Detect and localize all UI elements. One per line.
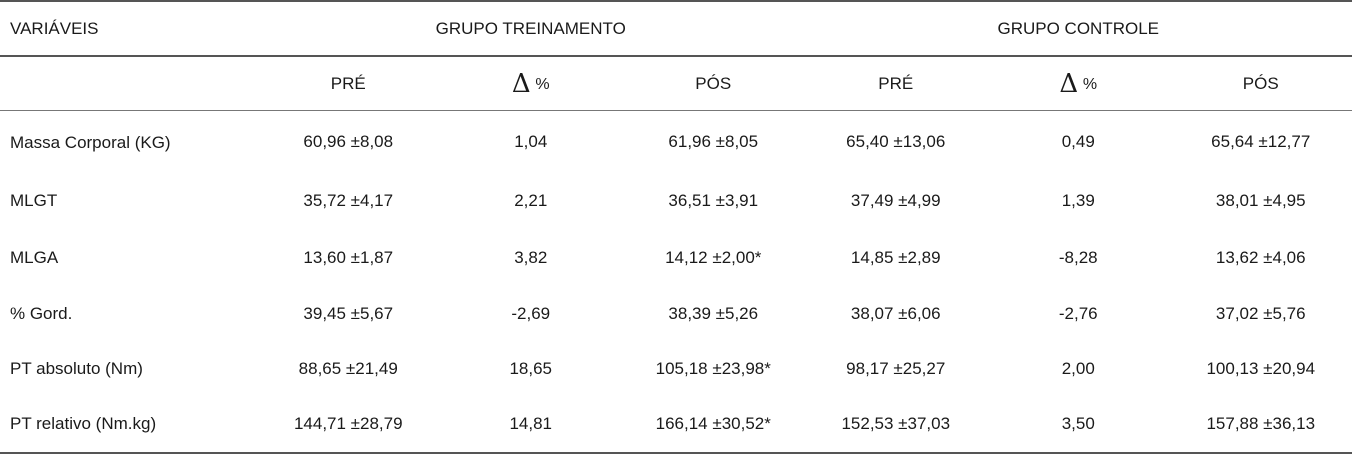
header-variables: VARIÁVEIS	[0, 1, 257, 56]
training-post-cell: 38,39 ±5,26	[668, 303, 759, 323]
subheader-control-post: PÓS	[1170, 56, 1353, 111]
row-label: MLGA	[10, 247, 59, 267]
control-pre-cell: 152,53 ±37,03	[805, 396, 988, 453]
training-pre-cell: 144,71 ±28,79	[257, 396, 440, 453]
training-delta-cell: -2,69	[511, 303, 551, 323]
subheader-training-post: PÓS	[622, 56, 805, 111]
training-pre-cell: 60,96 ±8,08	[303, 131, 394, 151]
row-label: PT relativo (Nm.kg)	[0, 396, 257, 453]
control-delta-cell: -8,28	[1058, 247, 1098, 267]
table-row	[0, 396, 1352, 453]
training-delta-cell: 18,65	[509, 358, 553, 378]
row-label: % Gord.	[10, 303, 73, 323]
training-pre-cell: 88,65 ±21,49	[298, 358, 398, 378]
training-post-cell: 36,51 ±3,91	[668, 190, 759, 210]
control-post-cell: 13,62 ±4,06	[1215, 247, 1306, 267]
training-pre-cell: 35,72 ±4,17	[303, 190, 394, 210]
table-row	[0, 172, 1352, 229]
subheader-training-delta	[440, 56, 623, 111]
training-pre-cell: 39,45 ±5,67	[303, 303, 394, 323]
subheader-empty	[0, 56, 257, 111]
control-post-cell: 157,88 ±36,13	[1170, 396, 1353, 453]
control-pre-cell: 37,49 ±4,99	[850, 190, 941, 210]
control-pre-cell: 65,40 ±13,06	[846, 131, 946, 151]
control-delta-cell: 3,50	[987, 396, 1170, 453]
control-pre-cell: 38,07 ±6,06	[850, 303, 941, 323]
control-pre-cell: 98,17 ±25,27	[846, 358, 946, 378]
training-post-cell: 166,14 ±30,52*	[622, 396, 805, 453]
delta-symbol: Δ	[511, 68, 531, 99]
delta-symbol: Δ	[1059, 68, 1079, 99]
control-delta-cell: 0,49	[1061, 131, 1095, 151]
table-row	[0, 229, 1352, 286]
control-post-cell: 37,02 ±5,76	[1215, 303, 1306, 323]
header-group-control: GRUPO CONTROLE	[805, 1, 1353, 56]
control-post-cell: 38,01 ±4,95	[1215, 190, 1306, 210]
control-post-cell: 65,64 ±12,77	[1211, 131, 1311, 151]
control-delta-cell: -2,76	[1058, 303, 1098, 323]
header-group-training: GRUPO TREINAMENTO	[257, 1, 805, 56]
control-pre-cell: 14,85 ±2,89	[850, 247, 941, 267]
row-label: PT absoluto (Nm)	[10, 358, 143, 378]
training-delta-cell: 14,81	[440, 396, 623, 453]
header-row	[0, 1, 1352, 56]
control-delta-cell: 2,00	[1061, 358, 1095, 378]
training-post-cell: 105,18 ±23,98*	[655, 358, 771, 378]
row-label: MLGT	[10, 190, 58, 210]
delta-unit: %	[535, 75, 550, 93]
control-post-cell: 100,13 ±20,94	[1206, 358, 1316, 378]
row-label: Massa Corporal (KG)	[10, 133, 171, 152]
subheader-row	[0, 56, 1352, 111]
subheader-training-pre: PRÉ	[257, 56, 440, 111]
subheader-control-pre: PRÉ	[805, 56, 988, 111]
table-row	[0, 286, 1352, 341]
training-pre-cell: 13,60 ±1,87	[303, 247, 394, 267]
training-delta-cell: 3,82	[514, 247, 548, 267]
table-row	[0, 341, 1352, 396]
training-post-cell: 61,96 ±8,05	[668, 131, 759, 151]
delta-unit: %	[1082, 75, 1098, 93]
control-delta-cell: 1,39	[1061, 190, 1095, 210]
subheader-control-delta	[987, 56, 1170, 111]
training-delta-cell: 1,04	[514, 131, 548, 151]
training-delta-cell: 2,21	[514, 190, 548, 210]
table-row	[0, 111, 1352, 173]
training-post-cell: 14,12 ±2,00*	[665, 247, 762, 267]
